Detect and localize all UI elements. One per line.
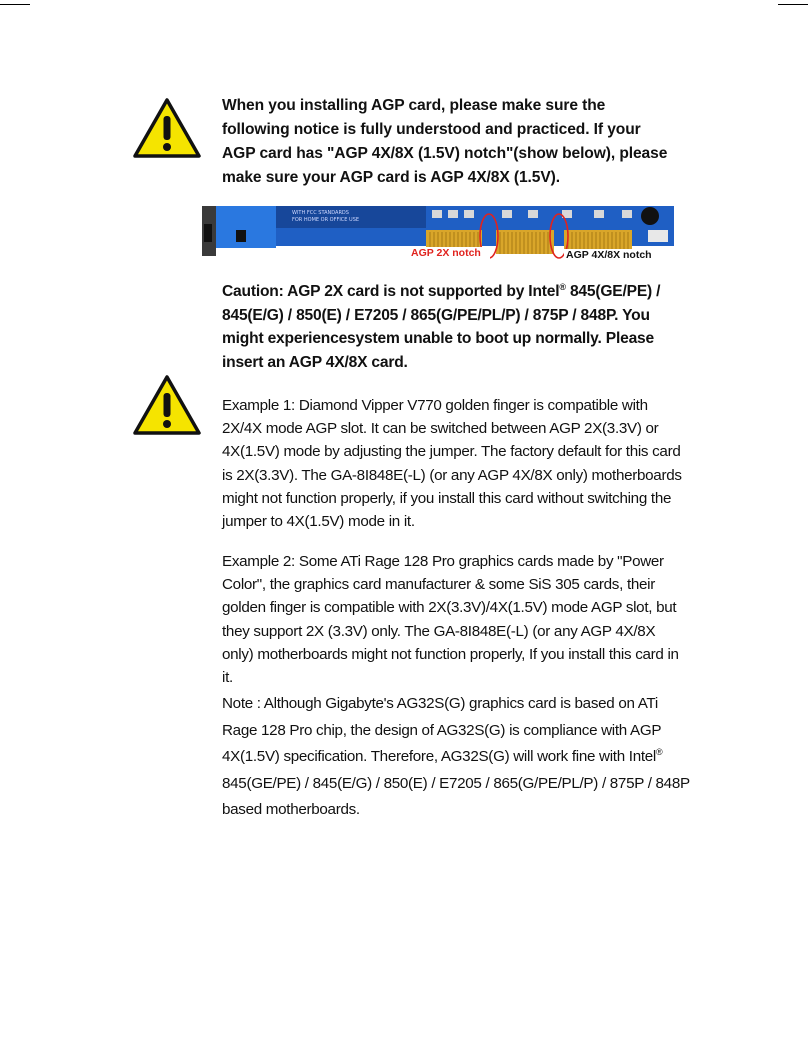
agp-notice	[222, 94, 672, 190]
caution-text-part1: Caution: AGP 2X card is not supported by Intel	[222, 283, 560, 300]
example-1-paragraph: Example 1: Diamond Vipper V770 golden finger is compatible with 2X/4X mode AGP slot. It can be switched between AGP 2X(3.3V) or 4X(1.5V) mode by adjusting the jumper. The factory default for this card is 2X(3.3V). The GA-8I848E(-L) (or any AGP 4X/8X only) motherboards might not function properly, if you install this card without switching the jumper to 4X(1.5V) mode in it.	[222, 397, 682, 531]
caution-text-part2: 845(GE/PE) / 845(E/G) / 850(E) / E7205 / 865(G/PE/PL/P) / 875P / 848P. You might experiencesystem unable to boot up normally. Please insert an AGP 4X/8X card.	[222, 283, 661, 371]
warning-triangle-icon	[132, 97, 202, 159]
registered-mark: ®	[559, 281, 566, 292]
board-print-line1: WITH FCC STANDARDS	[292, 210, 349, 216]
crop-mark-left	[0, 4, 30, 5]
board-print-line2: FOR HOME OR OFFICE USE	[292, 217, 360, 223]
example-2-paragraph: Example 2: Some ATi Rage 128 Pro graphics cards made by "Power Color", the graphics card manufacturer & some SiS 305 cards, their golden finger is compatible with 2X(3.3V)/4X(1.5V) mode AGP slot, but they support 2X (3.3V) only. The GA-8I848E(-L) (or any AGP 4X/8X only) motherboards might not function properly, If you install this card in it.	[222, 553, 679, 687]
note-text-part1: Note : Although Gigabyte's AG32S(G) graphics card is based on ATi Rage 128 Pro chip, the design of AG32S(G) is compliance with AGP 4X(1.5V) specification. Therefore, AG32S(G) will work fine with Intel	[222, 695, 661, 766]
note-text-part2: 845(GE/PE) / 845(E/G) / 850(E) / E7205 / 865(G/PE/PL/P) / 875P / 848P based motherboards.	[222, 774, 690, 819]
warning-triangle-icon	[132, 374, 202, 436]
registered-mark: ®	[656, 747, 663, 758]
agp-notice-text: When you installing AGP card, please make sure the following notice is fully understood and practiced. If your AGP card has "AGP 4X/8X (1.5V) notch"(show below), please make sure your AGP card is AGP 4X/8X (1.5V).	[222, 97, 668, 186]
agp-4x-8x-notch-label: AGP 4X/8X notch	[566, 249, 652, 261]
caution-paragraph	[222, 280, 690, 374]
crop-mark-right	[778, 4, 808, 5]
note-paragraph	[222, 691, 690, 824]
agp-2x-notch-label: AGP 2X notch	[411, 247, 481, 259]
